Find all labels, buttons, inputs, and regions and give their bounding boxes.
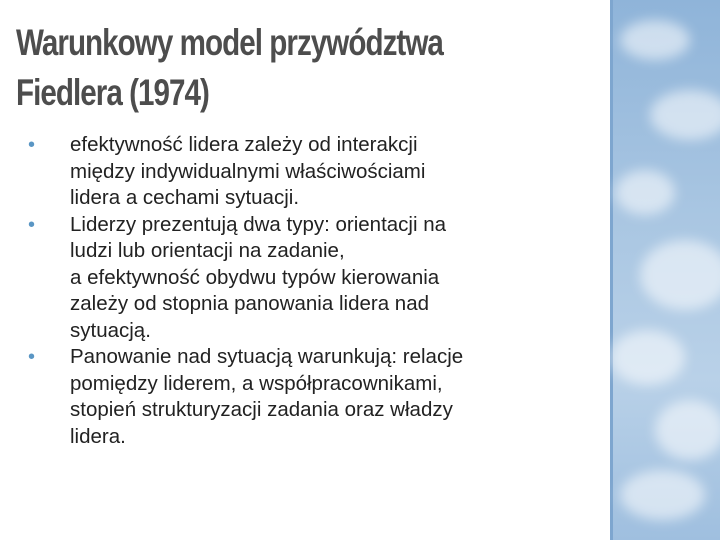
bullet-icon: • — [28, 134, 36, 156]
bullet-item-2 — [28, 212, 598, 345]
bullet-icon: • — [28, 346, 36, 368]
title-line-2: Fiedlera (1974) — [16, 72, 209, 113]
sky-edge — [610, 0, 613, 540]
bullet-line: Panowanie nad sytuacją warunkują: relacje — [70, 345, 464, 368]
bullet-line: pomiędzy liderem, a współpracownikami, — [70, 371, 443, 395]
cloud-shape — [620, 470, 705, 520]
bullet-text — [70, 132, 598, 212]
cloud-shape — [615, 170, 675, 215]
cloud-shape — [620, 20, 690, 60]
bullet-line: zależy od stopnia panowania lidera nad — [70, 292, 430, 315]
title-line-1: Warunkowy model przywództwa — [16, 22, 443, 63]
bullet-line: między indywidualnymi właściwościami — [70, 159, 426, 183]
cloud-shape — [610, 330, 685, 385]
bullet-line: a efektywność obydwu typów kierowania — [70, 265, 440, 289]
slide-title — [16, 18, 608, 118]
sky-decoration — [610, 0, 720, 540]
bullet-line: lidera a cechami sytuacji. — [70, 186, 300, 209]
bullet-line: lidera. — [70, 424, 126, 448]
bullet-line: ludzi lub orientacji na zadanie, — [70, 239, 345, 262]
bullet-item-3 — [28, 344, 598, 450]
bullet-list — [28, 132, 598, 450]
cloud-shape — [640, 240, 720, 310]
bullet-line: stopień strukturyzacji zadania oraz władzy — [70, 398, 453, 421]
bullet-line: efektywność lidera zależy od interakcji — [70, 133, 418, 156]
bullet-line: Liderzy prezentują dwa typy: orientacji na — [70, 212, 447, 236]
bullet-line: sytuacją. — [70, 318, 151, 342]
bullet-item-1 — [28, 132, 598, 212]
cloud-shape — [655, 400, 720, 460]
bullet-icon: • — [28, 213, 36, 236]
cloud-shape — [650, 90, 720, 140]
bullet-text — [70, 344, 598, 450]
bullet-text — [70, 212, 598, 345]
